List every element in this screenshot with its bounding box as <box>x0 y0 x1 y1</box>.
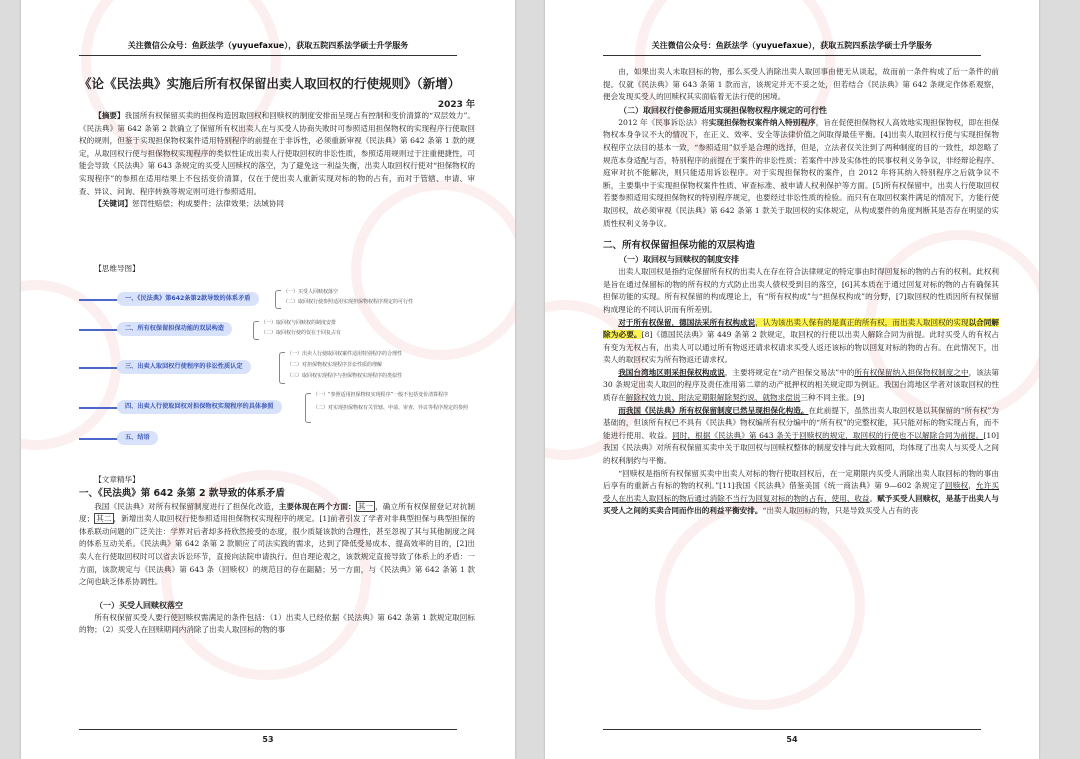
mindmap-brace <box>275 290 281 309</box>
mindmap-sub: （一）出卖人行使取回权案件适用特别程序的合理性 <box>287 351 403 357</box>
underlined-text: 所有权保留纳入担保物权制度之中 <box>854 367 969 377</box>
mindmap-connector <box>79 299 119 301</box>
highlighted-text: ，认为该出卖人保有的是真正的所有权，而出卖人取回权的实现 <box>755 317 969 327</box>
footer-rule <box>603 729 981 730</box>
page-53 <box>21 0 515 759</box>
underlined-text: 回赎权 <box>944 481 969 491</box>
text-run: 。 <box>869 493 878 503</box>
paragraph: 由，如果出卖人未取回标的物，那么买受人消除出卖人取回事由便无从谈起，故而前一条件构成了后一条件的前提。仅就《民法典》第 643 条第 1 款而言，该规定并无不妥之处，但若结合《民法典》第 642 条规定作体系观察，便会发现买受人的回赎权其实面临着无法行使的困境。 <box>603 67 999 102</box>
mindmap-node-3: 三、出卖人取回权行使程序的非讼性质认定 <box>117 360 251 374</box>
page-54 <box>545 0 1039 759</box>
text-run: 我国《民法典》对所有权保留制度进行了担保化改造， <box>94 501 279 511</box>
page-header: 关注微信公众号：鱼跃法学（yuyuefaxue），获取五院四系法学硕士升学服务 <box>127 41 409 50</box>
boxed-text: 其一 <box>357 501 374 511</box>
header-rule <box>79 55 457 56</box>
essence-label: 【文章精华】 <box>94 475 140 484</box>
mindmap-node-5: 五、结语 <box>117 431 158 445</box>
mindmap-brace <box>279 352 285 384</box>
text-run: ， <box>968 481 976 491</box>
mindmap-node-1: 一、《民法典》第642条第2款导致的体系矛盾 <box>117 292 259 306</box>
keywords-text: 惩罚性赔偿；构成要件；法律效果；法域协同 <box>132 199 285 209</box>
text-run: ，旨在促使担保物权人高效地实现担保物权，即在担保物权本身争议不大的情况下，在正义、效率、安全等法律价值之间取得最佳平衡。[4]出卖人取回权行使与实现担保物权程序立法目的基本一致，“参照适用”似乎是合理的选择，但是，立法者仅关注到了两种制度的目的一致性，却忽略了规范本身适配与否，特别程序的前提在于案件的非讼性质；若案件中涉及实体性的民事权利义务争议，非经辩论程序、庭审对抗不能解决，则只能适用诉讼程序。对于实现担保物权的案件，自 2012 年将其纳入特别程序之后就争议不断，主要集中于实现担保物权案件性质、审查标准、被申请人权利保护等方面。[5]所有权保留中，出卖人行使取回权若要参照适用实现担保物权的特别程序规定，也要经过非讼性质的检验。而只有在取回权案件满足的情况下，方能行使取回权，故必须审视《民法典》第 642 条第 1 款关于取回权的实体规定，从构成要件的角度判断其是否存在明显的实质性权利义务争议。 <box>603 117 999 228</box>
mindmap-sub: （三）取回权实现程序与担保物权实现程序的类似性 <box>287 373 403 379</box>
subsection-heading: （一）取回权与回赎权的制度安排 <box>619 254 739 265</box>
subsection-heading: （二）取回权行使参照适用实现担保物权程序规定的可行性 <box>619 104 827 115</box>
paragraph <box>603 468 999 518</box>
page-number: 54 <box>786 735 798 744</box>
section-heading-1: 一、《民法典》第 642 条第 2 款导致的体系矛盾 <box>79 487 285 499</box>
text-run: “回赎权是指所有权保留买卖中出卖人对标的物行使取回权后，在一定期限内买受人消除出卖人取回标的物的事由后享有的重新占有标的物的权利。”[11]我国《民法典》借鉴美国《统一商法典》第 9—602 条规定了 <box>603 468 999 491</box>
text-run: [10]我国《民法典》对所有权保留买卖中关于取回权与回赎权整体的制度安排与此大致相同，均体现了出卖人与买受人之间的权利制约与平衡。 <box>603 430 999 466</box>
text-run-bold: 实现担保物权案件纳入特别程序 <box>708 117 816 127</box>
mindmap-sub: （一）取回权与回赎权的制度安排 <box>261 320 337 326</box>
text-run: “出卖人取回标的物，只是导致买受人占有的丧 <box>762 506 919 516</box>
abstract-block <box>79 110 475 211</box>
boxed-text: 其二 <box>96 514 112 524</box>
paragraph <box>603 317 999 367</box>
section-heading-2: 二、所有权保留担保功能的双层构造 <box>603 240 756 252</box>
underlined-text: 允许买受人在出卖人取回标的物后通过消除不当行为回复对标的物的占有、使用、收益 <box>603 481 1000 503</box>
text-run: ，该法第 30 条规定出卖人取回的程序及责任准用第二章的动产抵押权的相关规定即为例证。我国台湾地区学者对该取回权的性质存在 <box>603 367 1000 403</box>
page-header: 关注微信公众号：鱼跃法学（yuyuefaxue），获取五院四系法学硕士升学服务 <box>651 41 933 50</box>
mindmap-heading <box>79 263 475 276</box>
text-run: [8]《德国民法典》第 449 条第 2 款规定，取回权的行使以出卖人解除合同为前提。此时买受人的有权占有变为无权占有，出卖人可以通过所有物返还请求权请求买受人返还该标的物以回复对标的物的占有。在此情况下，出卖人的取回权实为所有物返还请求权。 <box>603 330 1000 365</box>
footer-rule <box>79 729 457 730</box>
keywords-label: 【关键词】 <box>94 199 133 209</box>
header-rule <box>603 55 981 56</box>
paragraph <box>603 405 999 468</box>
highlighted-text: 以合同解除为必要。 <box>603 317 1000 340</box>
paragraph <box>79 501 475 589</box>
text-run-bold: 而我国《民法典》所有权保留制度已然呈现担保化构造。 <box>618 405 809 415</box>
mindmap-brace <box>305 393 311 423</box>
underlined-text: 解除权效力说、附法定期限解除契约说、就物求偿说 <box>625 393 801 403</box>
watermark-seal <box>655 500 865 710</box>
mindmap-node-2: 二、所有权保留担保功能的双层构造 <box>117 322 232 336</box>
mindmap-connector <box>79 367 119 369</box>
body-text <box>603 66 999 518</box>
article-year: 2023 年 <box>437 100 475 110</box>
text-run-bold: 主要体现在两个方面： <box>278 501 356 511</box>
underlined-text: 同时，根据《民法典》第 643 条关于回赎权的规定，取回权的行使也不以解除合同为前提。 <box>672 430 984 440</box>
text-run: 在此前提下，虽然出卖人取回权是以其保留的“所有权”为基础的，但该所有权已不具有《民法典》物权编所有权分编中的“所有权”的完整权能，其只能对标的物实现占有，而不能进行使用、收益。 <box>603 405 1000 440</box>
mindmap-label: 【思维导图】 <box>94 264 140 273</box>
mindmap-sub: （二）取回权行使参照适用实现担保物权程序规定的可行性 <box>283 299 414 305</box>
text-run: ，确立所有权保留登记对抗制度； <box>79 501 476 524</box>
text-run-bold: 我国台湾地区则采担保权构成说 <box>618 367 725 377</box>
text-run: 三种不同主张。[9] <box>800 393 865 403</box>
article-title: 《论《民法典》实施后所有权保留出卖人取回权的行使规则》（新增） <box>79 76 461 91</box>
text-run-bold: 对于所有权保留，德国法采所有权构成说 <box>618 317 756 327</box>
mindmap-connector <box>79 407 119 409</box>
mindmap-sub: （二）取回权行使的仅在于回复占有 <box>261 330 342 336</box>
mindmap-sub: （二）对担保物权实现程序非讼性质的理解 <box>287 362 383 368</box>
mindmap-node-4: 四、出卖人行使取回权对担保物权实现程序的具体参照 <box>117 400 282 414</box>
mindmap-brace <box>253 321 259 340</box>
text-run: 2012 年《民事诉讼法》将 <box>618 117 709 127</box>
mind-map <box>79 289 497 452</box>
mindmap-sub: （一）买受人回赎权落空 <box>283 289 339 295</box>
paragraph: 出卖人取回权是指约定保留所有权的出卖人在存在符合法律规定的特定事由时得回复标的物的占有的权利。此权利是旨在通过保留标的物的所有权的方式防止出卖人债权受到目的落空，[6]其本质在于通过回复对标的物的占有确保其担保功能的实现。所有权保留的构成理论上，有“所有权构成”与“担保权构成”的分野，[7]取回权的性质因所有权保留构成理论的不同认识而有所差别。 <box>603 267 999 314</box>
mindmap-sub: （一）“参照适用担保物权实现程序”一般不包括变价清算程序 <box>313 392 449 398</box>
text-run-bold: 赋予买受人回赎权，是基于出卖人与买受人之间的买卖合同而作出的利益平衡安排。 <box>603 493 1000 516</box>
mindmap-connector <box>79 329 119 331</box>
text-run: ，主要将规定在“动产担保交易法”中的 <box>724 367 855 377</box>
mindmap-sub: （二）对实现担保物权有关管辖、申请、审查、异议等程序规定的参照 <box>313 405 469 411</box>
abstract-label: 【摘要】 <box>94 111 125 120</box>
paragraph: 所有权保留买受人要行使回赎权需满足的条件包括：（1）出卖人已经依据《民法典》第 642 条第 1 款规定取回标的物；（2）买受人在回赎期间内消除了出卖人取回标的物的事 <box>79 612 475 635</box>
abstract-text: 我国所有权保留买卖的担保构造因取回权和回赎权的制度安排而呈现占有控制和变价清算的“双层效力”。《民法典》第 642 条第 2 款确立了保留所有权出卖人在与买受人协商失败时可参照适用担保物权的实现程序行使取回权的规则，但鉴于实现担保物权案件适用特别程序的前提在于非诉性，必须重新审视《民法典》第 642 条第 1 款的规定，从取回权行使与担保物权实现程序的类似性证成出卖人行使取回权的非讼性质，参照适用规则过于注重便捷性，可能会导致《民法典》第 643 条规定的买受人回赎权的落空，为了避免这一利益失衡，出卖人取回权行使对“担保物权的实现程序”的参照在适用结果上不包括变价清算，仅在于使出卖人重新实现对标的物的占有，而对于管辖、申请、审查、异议、问询、程序转换等规定则可进行参照适用。 <box>79 111 475 196</box>
paragraph <box>603 367 999 405</box>
paragraph <box>603 117 999 230</box>
page-number: 53 <box>262 735 274 744</box>
mindmap-connector <box>79 438 119 440</box>
subsection-heading: （一）买受人回赎权落空 <box>95 599 183 610</box>
essence-block <box>79 474 475 637</box>
text-run: ，新增出卖人取回权行使参照适用担保物权实现程序的规定。[1]前者引发了学者对非典型担保与典型担保的体系联动问题的广泛关注：学界对后者却多持欣然接受的态度，很少质疑该款的合理性，甚至忽视了其与其他制度之间的体系互动关系。《民法典》第 642 条第 2 款顺应了司法实践的需求，达到了降低受易成本、提高效率的目的，[2]出卖人在行使取回权时可以省去诉讼环节，直接向法院申请执行。但自理论观之，该款规定直接导致了体系上的矛盾：一方面，该款规定与《民法典》第 643 条（回赎权）的规范目的存在龃龉；另一方面，与《民法典》第 642 条第 1 款之间也缺乏体系协调性。 <box>79 514 475 587</box>
